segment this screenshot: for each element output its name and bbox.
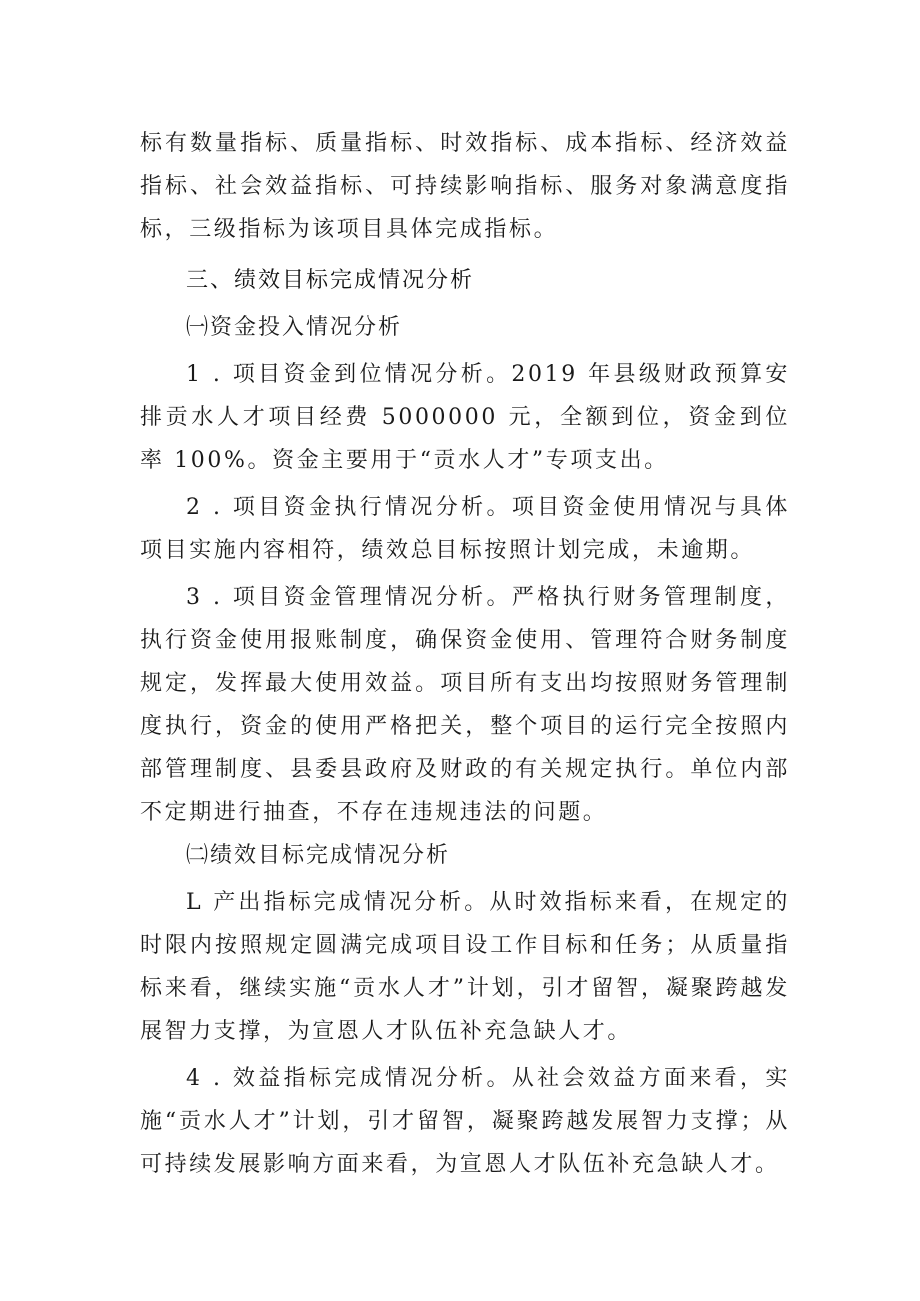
section-heading-3: 三、绩效目标完成情况分析 <box>186 268 475 293</box>
intro-paragraph: 标有数量指标、质量指标、时效指标、成本指标、经济效益指标、社会效益指标、可持续影响指标、服务对象满意度指标，三级指标为该项目具体完成指标。 <box>140 131 790 242</box>
subsection-funding-heading: ㈠资金投入情况分析 <box>186 315 403 340</box>
paragraph-funding-arrival: 1 . 项目资金到位情况分析。2019 年县级财政预算安排贡水人才项目经费 5000000 元，全额到位，资金到位率 100%。资金主要用于“贡水人才”专项支出。 <box>140 362 790 473</box>
paragraph-output-indicators: L 产出指标完成情况分析。从时效指标来看，在规定的时限内按照规定圆满完成项目设工作目标和任务；从质量指标来看，继续实施“贡水人才”计划，引才留智，凝聚跨越发展智力支撑，为宣恩人才队伍补充急缺人才。 <box>140 890 790 1044</box>
paragraph-funding-execution: 2 . 项目资金执行情况分析。项目资金使用情况与具体项目实施内容相符，绩效总目标按照计划完成，未逾期。 <box>140 495 790 563</box>
paragraph-funding-management: 3 . 项目资金管理情况分析。严格执行财务管理制度，执行资金使用报账制度，确保资金使用、管理符合财务制度规定，发挥最大使用效益。项目所有支出均按照财务管理制度执行，资金的使用严格把关，整个项目的运行完全按照内部管理制度、县委县政府及财政的有关规定执行。单位内部不定期进行抽查，不存在违规违法的问题。 <box>140 585 790 825</box>
document-body <box>140 122 790 1186</box>
paragraph-benefit-indicators: 4 . 效益指标完成情况分析。从社会效益方面来看，实施“贡水人才”计划，引才留智，凝聚跨越发展智力支撑；从可持续发展影响方面来看，为宣恩人才队伍补充急缺人才。 <box>140 1066 790 1177</box>
subsection-goals-heading: ㈡绩效目标完成情况分析 <box>186 843 451 868</box>
